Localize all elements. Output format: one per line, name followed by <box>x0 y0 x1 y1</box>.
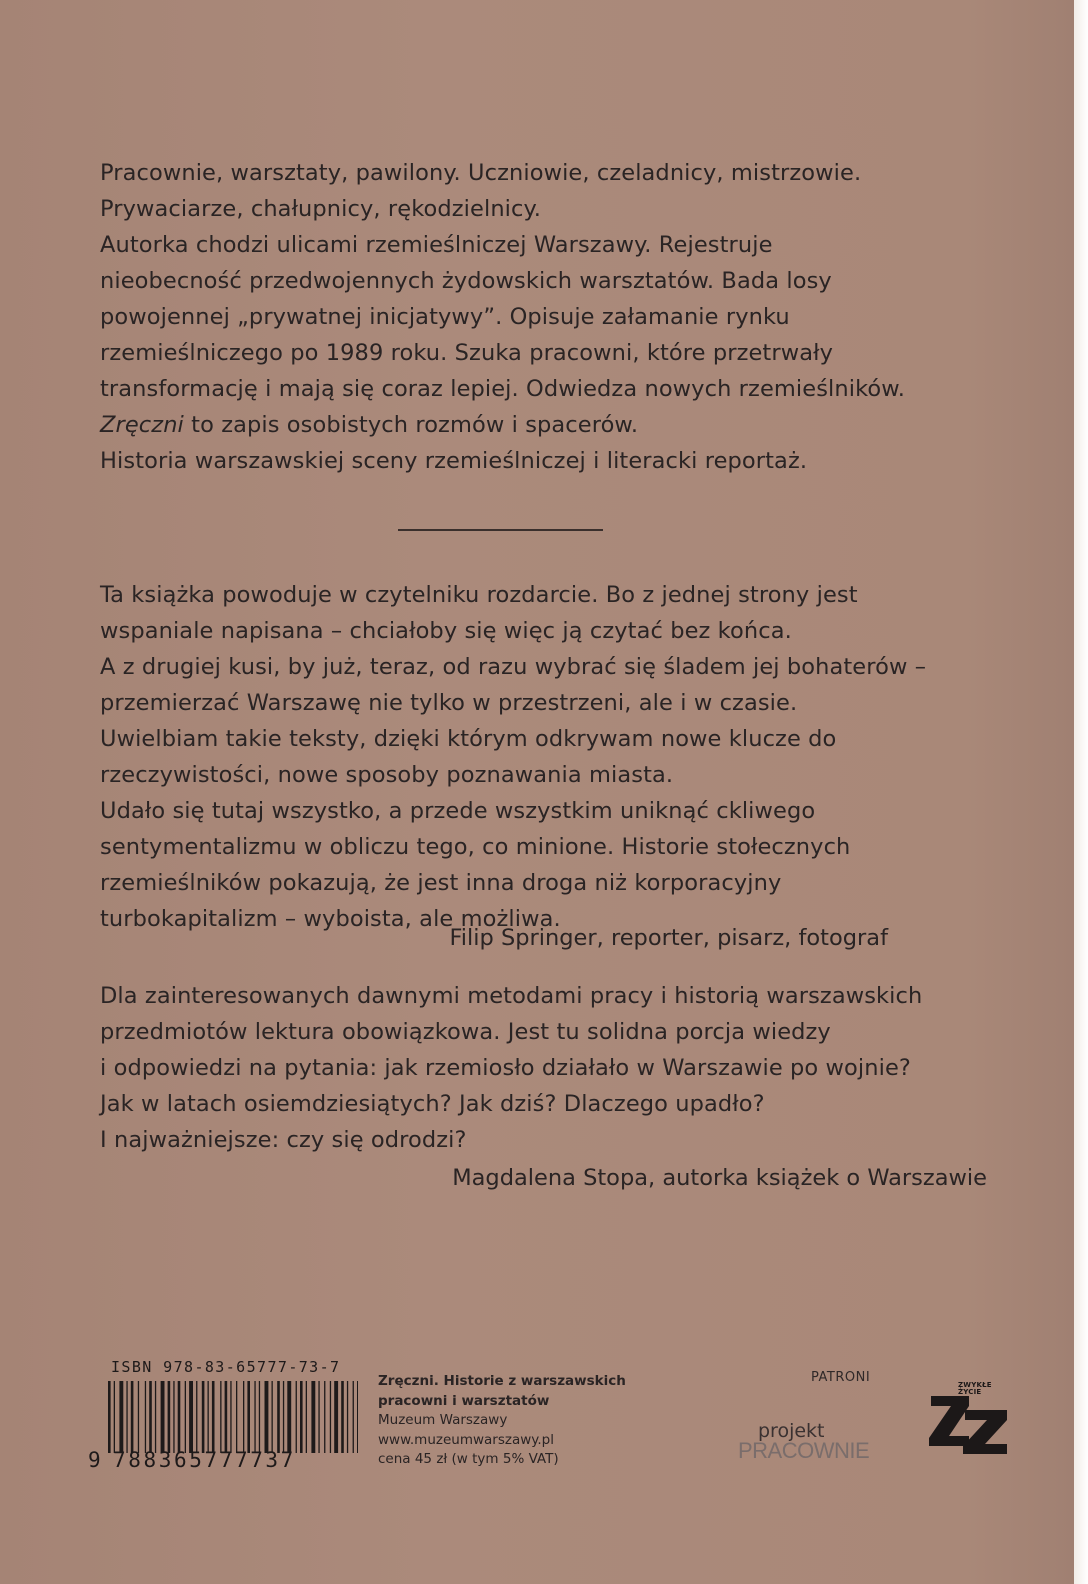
barcode-bar <box>330 1381 331 1453</box>
blurb-line: powojennej „prywatnej inicjatywy”. Opisuje załamanie rynku <box>100 304 790 330</box>
barcode-bar <box>114 1381 115 1453</box>
barcode-digits: 788365777737 <box>113 1448 296 1472</box>
quote-line: A z drugiej kusi, by już, teraz, od razu wybrać się śladem jej bohaterów – <box>100 654 927 680</box>
colophon-price: cena 45 zł (w tym 5% VAT) <box>378 1451 559 1467</box>
barcode-bar <box>296 1381 297 1453</box>
barcode-bar <box>259 1381 260 1453</box>
barcode-bar <box>119 1381 123 1453</box>
barcode-bar <box>126 1381 127 1453</box>
barcode-bar <box>220 1381 221 1453</box>
barcode-bar <box>236 1381 237 1453</box>
quote-line: Udało się tutaj wszystko, a przede wszystkim uniknąć ckliwego <box>100 798 816 824</box>
quote-line: wspaniale napisana – chciałoby się więc ją czytać bez końca. <box>100 618 792 644</box>
quote-line: Uwielbiam takie teksty, dzięki którym odkrywam nowe klucze do <box>100 726 837 752</box>
blurb-line: rzemieślniczego po 1989 roku. Szuka pracowni, które przetrwały <box>100 340 833 366</box>
barcode-bar <box>341 1381 344 1453</box>
barcode-bar <box>300 1381 303 1453</box>
review-quote-stopa <box>100 978 922 1158</box>
blurb-title-line-rest: to zapis osobistych rozmów i spacerów. <box>183 412 639 438</box>
colophon-website: www.muzeumwarszawy.pl <box>378 1431 554 1448</box>
barcode-bar <box>272 1381 273 1453</box>
blurb-line: Prywaciarze, chałupnicy, rękodzielnicy. <box>100 196 541 222</box>
projekt-pracownie-logo-bottom: PRACOWNIE <box>738 1438 870 1463</box>
blurb-line: Pracownie, warsztaty, pawilony. Uczniowie, czeladnicy, mistrzowie. <box>100 160 862 186</box>
quote-line: rzemieślników pokazują, że jest inna droga niż korporacyjny <box>100 870 782 896</box>
quote-line: przedmiotów lektura obowiązkowa. Jest tu solidna porcja wiedzy <box>100 1019 831 1045</box>
barcode-bar <box>357 1381 358 1453</box>
barcode-bar <box>173 1381 174 1453</box>
barcode-bar <box>283 1381 284 1453</box>
quote-line: I najważniejsze: czy się odrodzi? <box>100 1127 467 1153</box>
blurb-line: Historia warszawskiej sceny rzemieślniczej i literacki reportaż. <box>100 448 808 474</box>
barcode-bar <box>318 1381 319 1453</box>
barcode-digit-first: 9 <box>88 1448 101 1472</box>
barcode-bar <box>168 1381 171 1453</box>
barcode-bar <box>311 1381 315 1453</box>
zwykle-zycie-logo-text <box>958 1382 992 1396</box>
book-title-italic: Zręczni <box>100 412 184 438</box>
isbn-label: ISBN 978-83-65777-73-7 <box>111 1358 341 1376</box>
barcode-bar <box>161 1381 165 1453</box>
zwykle-zycie-logo-line: ZWYKŁE <box>958 1381 992 1389</box>
colophon-title: Zręczni. Historie z warszawskich <box>378 1373 626 1389</box>
colophon-publisher: Muzeum Warszawy <box>378 1412 508 1428</box>
quote-line: Ta książka powoduje w czytelniku rozdarcie. Bo z jednej strony jest <box>100 582 858 608</box>
barcode-bar <box>225 1381 228 1453</box>
barcode-bar <box>212 1381 215 1453</box>
barcode-bar <box>145 1381 146 1453</box>
quote-line: Jak w latach osiemdziesiątych? Jak dziś? Dlaczego upadło? <box>100 1091 765 1117</box>
quote-attribution-stopa: Magdalena Stopa, autorka książek o Warszawie <box>452 1165 987 1191</box>
barcode-bar <box>324 1381 325 1453</box>
barcode-bar <box>247 1381 250 1453</box>
zwykle-zycie-logo-line: ŻYCIE <box>958 1388 982 1396</box>
section-divider <box>398 529 603 531</box>
barcode-bar <box>149 1381 152 1453</box>
barcode-bar <box>131 1381 134 1453</box>
barcode-bar <box>202 1381 205 1453</box>
barcode-bar <box>243 1381 244 1453</box>
colophon <box>378 1372 626 1470</box>
barcode-bar <box>353 1381 354 1453</box>
barcode-bar <box>138 1381 139 1453</box>
barcode-bar <box>189 1381 193 1453</box>
barcode-bar <box>108 1381 111 1453</box>
barcode-bar <box>277 1381 280 1453</box>
barcode-bars <box>108 1381 358 1453</box>
barcode-bar <box>185 1381 186 1453</box>
barcode-bar <box>230 1381 231 1453</box>
barcode-bar <box>306 1381 307 1453</box>
colophon-title: pracowni i warsztatów <box>378 1392 550 1409</box>
quote-line: turbokapitalizm – wyboista, ale możliwa. <box>100 906 561 932</box>
barcode-bar <box>287 1381 291 1453</box>
barcode-bar <box>196 1381 197 1453</box>
barcode-bar <box>347 1381 348 1453</box>
quote-line: sentymentalizmu w obliczu tego, co minione. Historie stołecznych <box>100 834 851 860</box>
barcode-bar <box>254 1381 255 1453</box>
quote-line: rzeczywistości, nowe sposoby poznawania miasta. <box>100 762 674 788</box>
quote-line: przemierzać Warszawę nie tylko w przestrzeni, ale i w czasie. <box>100 690 798 716</box>
quote-attribution-springer: Filip Springer, reporter, pisarz, fotograf <box>449 925 888 951</box>
barcode-bar <box>334 1381 338 1453</box>
blurb-paragraph <box>100 155 905 479</box>
blurb-line: transformację i mają się coraz lepiej. Odwiedza nowych rzemieślników. <box>100 376 905 402</box>
review-quote-springer <box>100 577 926 937</box>
barcode-bar <box>265 1381 269 1453</box>
patrons-label: PATRONI <box>811 1370 871 1385</box>
page-edge <box>1074 0 1088 1584</box>
quote-line: i odpowiedzi na pytania: jak rzemiosło działało w Warszawie po wojnie? <box>100 1055 911 1081</box>
barcode-bar <box>155 1381 156 1453</box>
blurb-line: Autorka chodzi ulicami rzemieślniczej Warszawy. Rejestruje <box>100 232 773 258</box>
projekt-pracownie-logo-top: projekt <box>758 1420 825 1442</box>
blurb-line: nieobecność przedwojennych żydowskich warsztatów. Bada losy <box>100 268 832 294</box>
barcode-bar <box>208 1381 209 1453</box>
quote-line: Dla zainteresowanych dawnymi metodami pracy i historią warszawskich <box>100 983 923 1009</box>
barcode-bar <box>178 1381 181 1453</box>
blurb-title-line <box>100 407 905 443</box>
